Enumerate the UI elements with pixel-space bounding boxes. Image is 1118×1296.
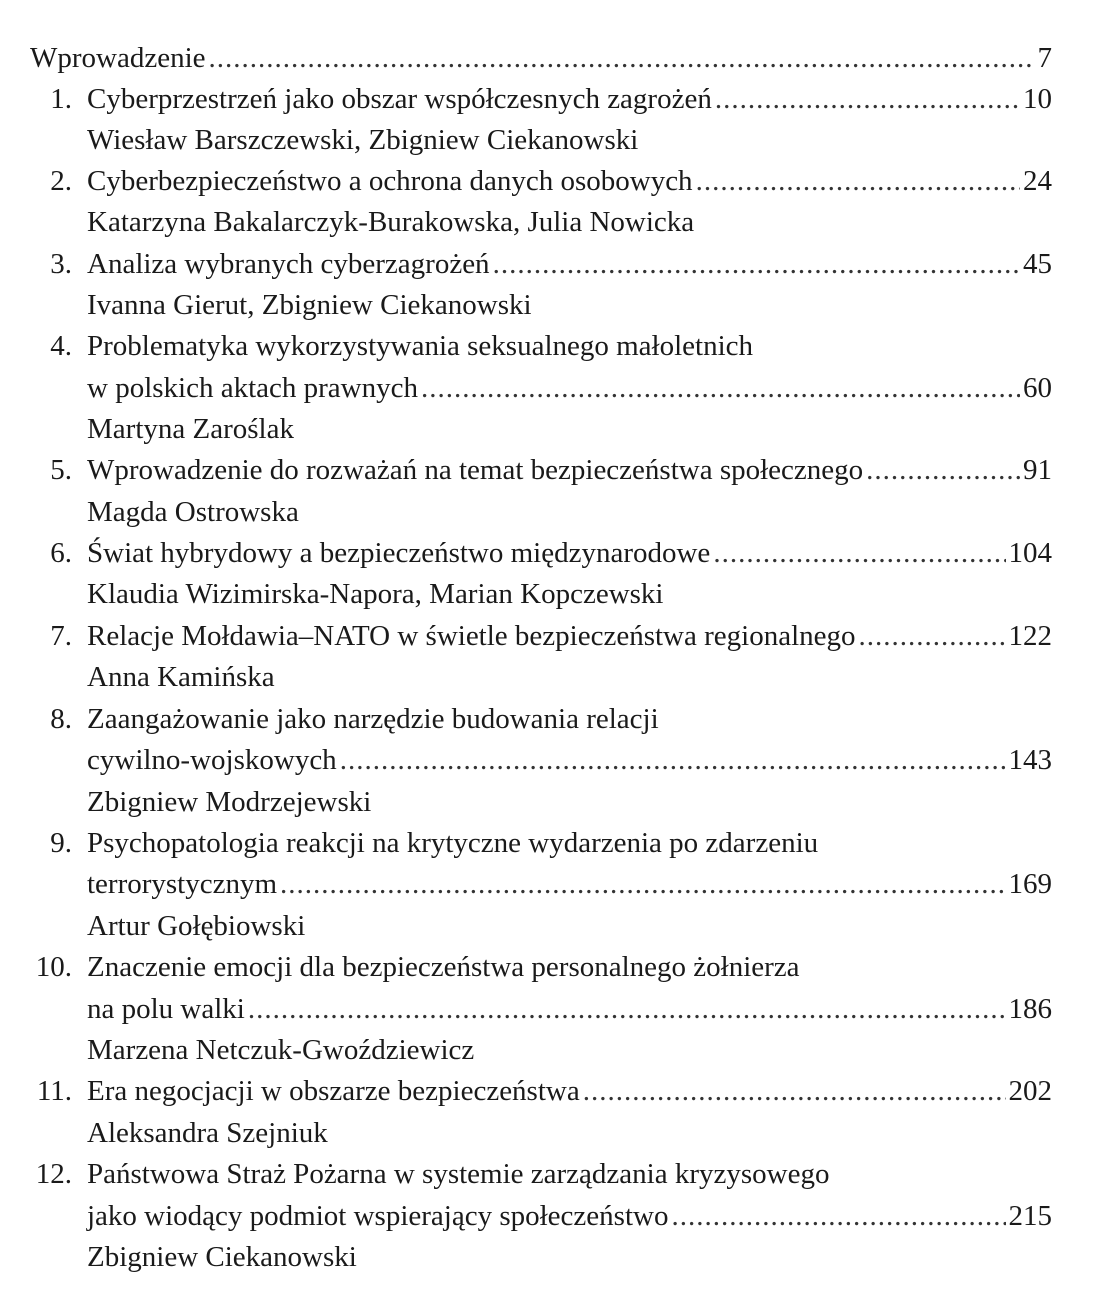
entry-number: 4. [50, 330, 72, 362]
entry-page: 215 [1008, 1200, 1052, 1232]
entry-page: 143 [1008, 744, 1052, 776]
leader-dots [713, 533, 1005, 573]
leader-dots [493, 244, 1020, 284]
entry-authors: Magda Ostrowska [87, 496, 299, 528]
toc-entry[interactable] [0, 1154, 1118, 1194]
entry-page: 60 [1023, 372, 1052, 404]
entry-number: 9. [50, 827, 72, 859]
entry-title-row [87, 616, 1052, 656]
entry-page: 24 [1023, 165, 1052, 197]
entry-title: Cyberprzestrzeń jako obszar współczesnych zagrożeń [87, 83, 712, 115]
entry-title-row [87, 1071, 1052, 1111]
entry-title-row [87, 161, 1052, 201]
toc-entry[interactable] [0, 244, 1118, 284]
entry-number: 12. [35, 1158, 72, 1190]
entry-authors: Anna Kamińska [87, 661, 275, 693]
toc-intro-page: 7 [1037, 42, 1052, 74]
toc-intro[interactable] [30, 38, 1052, 78]
toc-entry[interactable] [0, 699, 1118, 739]
entry-title: Analiza wybranych cyberzagrożeń [87, 248, 490, 280]
leader-dots [859, 616, 1006, 656]
entry-page: 169 [1008, 868, 1052, 900]
toc-entry[interactable] [0, 161, 1118, 201]
entry-title-row [87, 864, 1052, 904]
entry-number: 5. [50, 454, 72, 486]
leader-dots [340, 740, 1006, 780]
toc-entry-continuation[interactable] [0, 864, 1118, 904]
entry-authors: Martyna Zaroślak [87, 413, 294, 445]
entry-authors: Marzena Netczuk-Gwoździewicz [87, 1034, 475, 1066]
leader-dots [248, 989, 1006, 1029]
entry-title: Cyberbezpieczeństwo a ochrona danych osobowych [87, 165, 693, 197]
toc-entry[interactable] [0, 79, 1118, 119]
entry-authors: Katarzyna Bakalarczyk-Burakowska, Julia Nowicka [87, 206, 695, 238]
entry-number: 2. [50, 165, 72, 197]
entry-title: Relacje Mołdawia–NATO w świetle bezpieczeństwa regionalnego [87, 620, 856, 652]
entry-number: 3. [50, 248, 72, 280]
entry-title: Świat hybrydowy a bezpieczeństwo międzynarodowe [87, 537, 711, 569]
leader-dots [583, 1071, 1006, 1111]
entry-number: 10. [35, 951, 72, 983]
leader-dots [421, 368, 1020, 408]
entry-page: 10 [1023, 83, 1052, 115]
entry-title: w polskich aktach prawnych [87, 372, 418, 404]
leader-dots [209, 38, 1035, 78]
entry-number: 1. [50, 83, 72, 115]
leader-dots [696, 161, 1020, 201]
toc-entry[interactable] [0, 326, 1118, 366]
entry-authors: Zbigniew Ciekanowski [87, 1241, 357, 1273]
entry-title-row [87, 533, 1052, 573]
toc-entry-continuation[interactable] [0, 740, 1118, 780]
entry-title: na polu walki [87, 993, 245, 1025]
entry-title-row [87, 79, 1052, 119]
entry-number: 6. [50, 537, 72, 569]
entry-number: 8. [50, 703, 72, 735]
toc-entry[interactable] [0, 450, 1118, 490]
entry-title: Zaangażowanie jako narzędzie budowania relacji [87, 703, 659, 735]
entry-authors: Aleksandra Szejniuk [87, 1117, 328, 1149]
toc-intro-title: Wprowadzenie [30, 42, 206, 74]
entry-authors: Artur Gołębiowski [87, 910, 306, 942]
entry-title: cywilno-wojskowych [87, 744, 337, 776]
toc-entry-continuation[interactable] [0, 989, 1118, 1029]
leader-dots [280, 864, 1005, 904]
entry-title: terrorystycznym [87, 868, 278, 900]
toc-entry[interactable] [0, 823, 1118, 863]
entry-number: 11. [36, 1075, 72, 1107]
entry-page: 122 [1008, 620, 1052, 652]
entry-authors: Zbigniew Modrzejewski [87, 786, 372, 818]
entry-page: 186 [1008, 993, 1052, 1025]
entry-authors: Klaudia Wizimirska-Napora, Marian Kopczewski [87, 578, 664, 610]
entry-page: 45 [1023, 248, 1052, 280]
entry-title: jako wiodący podmiot wspierający społeczeństwo [87, 1200, 669, 1232]
toc-entry[interactable] [0, 1071, 1118, 1111]
entry-authors: Wiesław Barszczewski, Zbigniew Ciekanowski [87, 124, 639, 156]
entry-title-row [87, 450, 1052, 490]
entry-number: 7. [50, 620, 72, 652]
toc-entry[interactable] [0, 947, 1118, 987]
entry-title-row [87, 244, 1052, 284]
leader-dots [866, 450, 1020, 490]
entry-page: 202 [1008, 1075, 1052, 1107]
entry-page: 104 [1008, 537, 1052, 569]
entry-title: Problematyka wykorzystywania seksualnego małoletnich [87, 330, 754, 362]
entry-authors: Ivanna Gierut, Zbigniew Ciekanowski [87, 289, 532, 321]
entry-title: Era negocjacji w obszarze bezpieczeństwa [87, 1075, 580, 1107]
leader-dots [671, 1196, 1005, 1236]
toc-entry[interactable] [0, 616, 1118, 656]
entry-page: 91 [1023, 454, 1052, 486]
entry-title: Psychopatologia reakcji na krytyczne wydarzenia po zdarzeniu [87, 827, 819, 859]
entry-title-row [87, 989, 1052, 1029]
entry-title: Państwowa Straż Pożarna w systemie zarządzania kryzysowego [87, 1158, 830, 1190]
entry-title-row [87, 368, 1052, 408]
entry-title-row [87, 1196, 1052, 1236]
entry-title: Znaczenie emocji dla bezpieczeństwa personalnego żołnierza [87, 951, 800, 983]
toc-entry[interactable] [0, 533, 1118, 573]
toc-entry-continuation[interactable] [0, 1196, 1118, 1236]
toc-entry-continuation[interactable] [0, 368, 1118, 408]
leader-dots [715, 79, 1020, 119]
entry-title-row [87, 740, 1052, 780]
entry-title: Wprowadzenie do rozważań na temat bezpieczeństwa społecznego [87, 454, 864, 486]
